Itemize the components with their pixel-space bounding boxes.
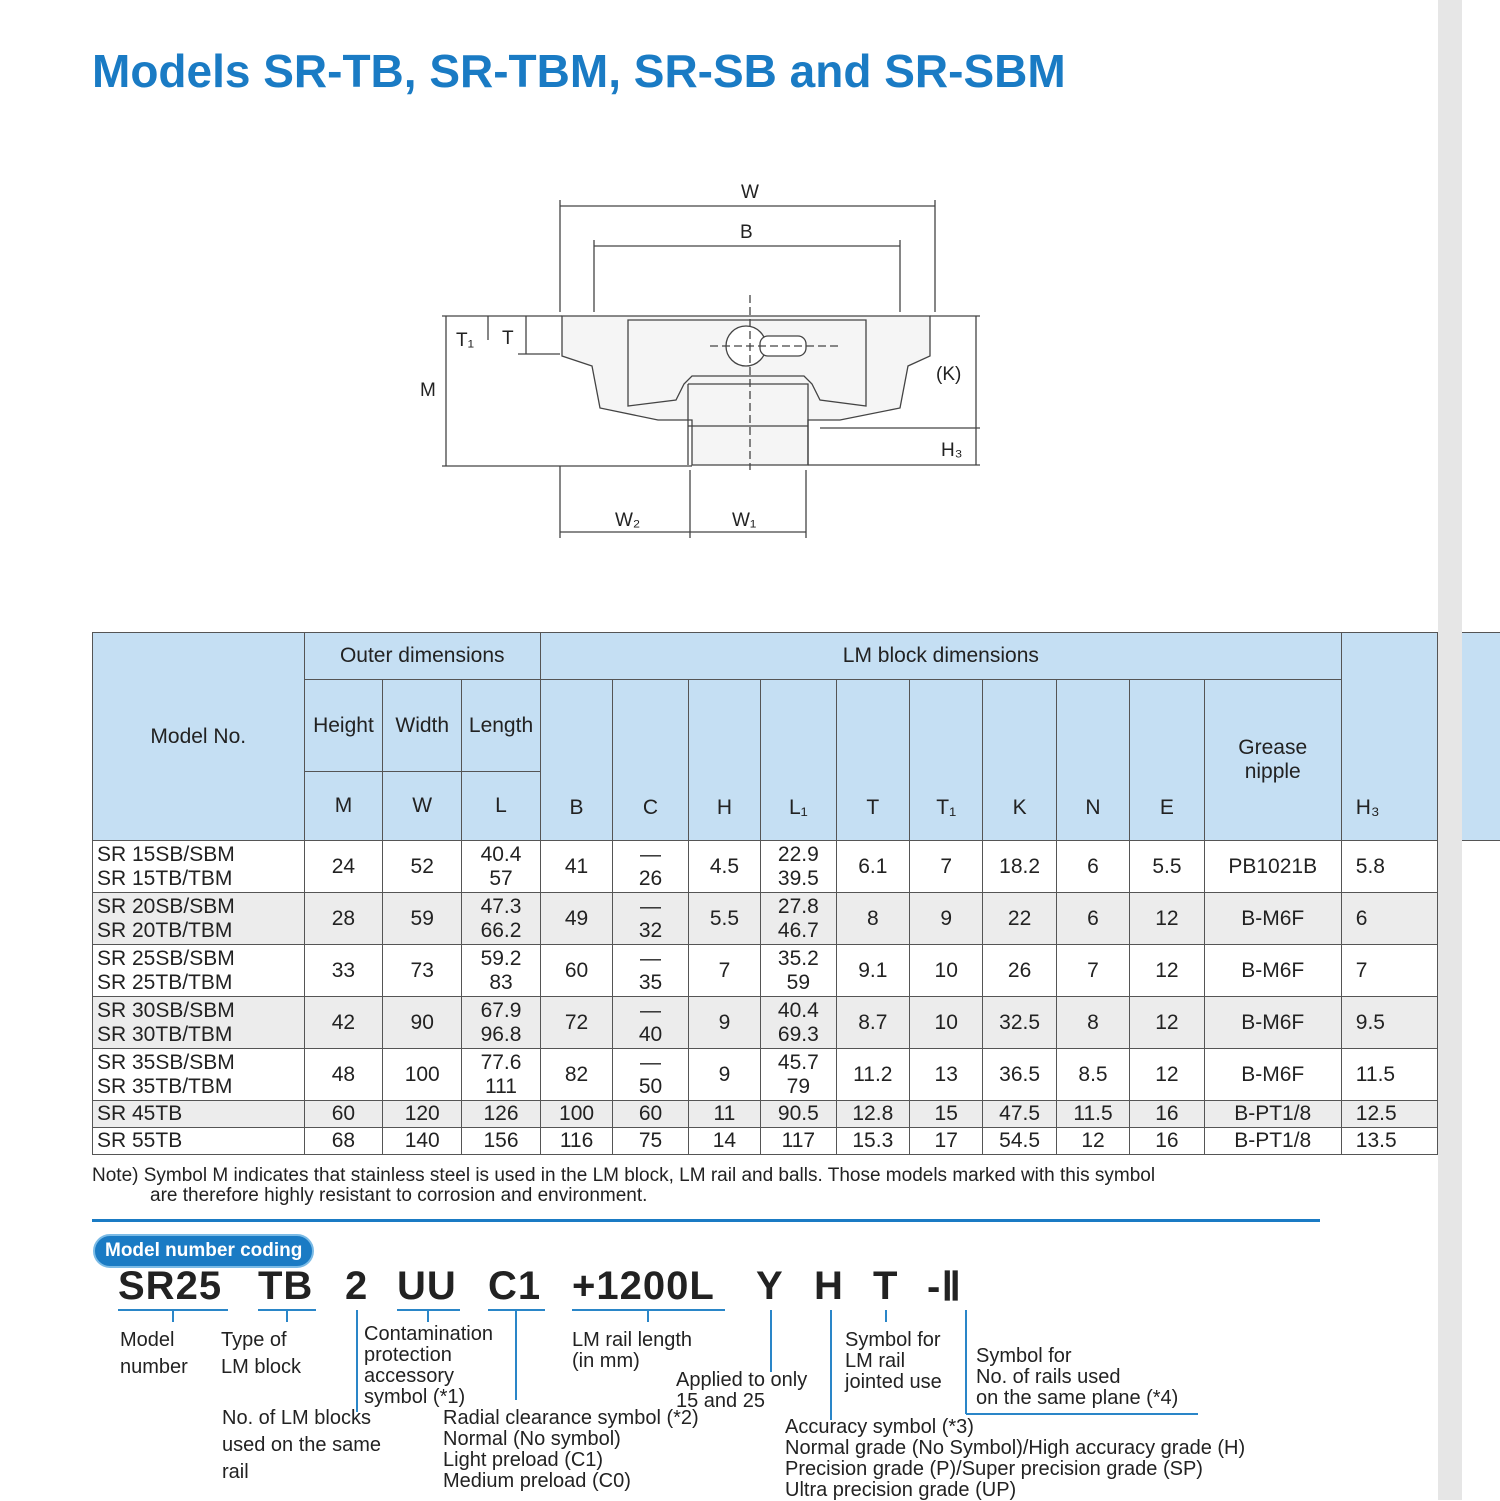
header-k: K [983,680,1056,841]
label-line: accessory [364,1365,455,1387]
cell-model [93,1049,305,1101]
value-line: 35 [638,970,663,994]
code-part-rail-length: +1200L [572,1264,715,1308]
cell-t: 15.3 [836,1128,909,1155]
cell-l: 126 [462,1101,541,1128]
header-h: H [688,680,760,841]
cross-section-diagram [400,170,1020,550]
value-line: 66.2 [480,918,522,942]
header-w: W [383,772,462,841]
model-line: SR 20TB/TBM [97,918,233,942]
cell-h: 9 [688,997,760,1049]
value-line: 46.7 [777,918,819,942]
cell-w: 100 [383,1049,462,1101]
note-line-1: Note) Symbol M indicates that stainless steel is used in the LM block, LM rail and balls. Those models marked with this symbol [92,1165,1156,1186]
dim-label-h3: H₃ [941,440,963,461]
cell-grease: B-PT1/8 [1204,1128,1341,1155]
label-line: Contamination [364,1323,493,1345]
header-length: Length [462,680,541,772]
dim-label-t: T [502,328,514,349]
cell-l1 [761,893,837,945]
cell-model [93,841,305,893]
value-line: 50 [638,1074,663,1098]
code-part-block-type: TB [258,1264,314,1308]
value-line: 26 [638,866,663,890]
cell-n: 6 [1056,841,1129,893]
header-grease-nipple: Grease nipple [1204,680,1341,841]
cell-c [613,945,689,997]
value-line: 83 [489,970,513,994]
label-line: Radial clearance symbol (*2) [443,1407,699,1429]
label-line: used on the same [222,1434,381,1456]
label-line: Normal (No symbol) [443,1428,621,1450]
code-part-rails-count: -Ⅱ [927,1265,963,1309]
table-note [92,1166,1342,1206]
cell-w: 90 [383,997,462,1049]
header-t: T [836,680,909,841]
label-model-number [120,1330,188,1378]
label-line: Precision grade (P)/Super precision grade (SP) [785,1458,1203,1480]
dim-label-w1: W₁ [732,510,757,531]
cell-h3: 13.5 [1341,1128,1437,1155]
value-line: — [639,842,661,866]
cell-w: 140 [383,1128,462,1155]
label-line: LM block [221,1356,302,1378]
value-line: 96.8 [480,1022,522,1046]
model-line: SR 15SB/SBM [97,842,235,866]
label-applied [676,1370,807,1412]
cell-model [93,945,305,997]
label-accuracy [785,1417,1245,1501]
label-line: Light preload (C1) [443,1449,604,1471]
header-height: Height [304,680,383,772]
cell-t1: 13 [910,1049,983,1101]
cell-model: SR 55TB [93,1128,305,1155]
cell-e: 12 [1130,893,1204,945]
cell-k: 36.5 [983,1049,1056,1101]
cell-l [462,841,541,893]
cell-m: 68 [304,1128,383,1155]
dim-label-t1: T₁ [456,330,475,351]
table-row [93,1128,1438,1155]
note-line-2: are therefore highly resistant to corrosion and environment. [150,1185,648,1206]
label-rail-length [572,1330,692,1372]
cell-t: 6.1 [836,841,909,893]
header-t1: T₁ [910,680,983,841]
model-line: SR 30TB/TBM [97,1022,233,1046]
cell-k: 18.2 [983,841,1056,893]
cell-h: 4.5 [688,841,760,893]
label-line: No. of rails used [976,1366,1121,1388]
cell-grease: B-M6F [1204,893,1341,945]
header-h3: H₃ [1341,633,1437,841]
cell-l [462,893,541,945]
cell-m: 42 [304,997,383,1049]
label-line: jointed use [845,1371,942,1393]
value-line: 47.3 [480,894,522,918]
cell-e: 12 [1130,945,1204,997]
cell-w: 73 [383,945,462,997]
cell-grease: B-PT1/8 [1204,1101,1341,1128]
cell-t: 12.8 [836,1101,909,1128]
cell-e: 12 [1130,997,1204,1049]
cell-e: 16 [1130,1128,1204,1155]
cell-h3: 9.5 [1341,997,1437,1049]
cell-l1 [761,1049,837,1101]
label-line: Symbol for [976,1345,1072,1367]
code-part-block-count: 2 [345,1264,369,1308]
cell-w: 120 [383,1101,462,1128]
section-divider [92,1219,1320,1222]
label-line: Normal grade (No Symbol)/High accuracy grade (H) [785,1437,1246,1459]
cell-l1: 117 [761,1128,837,1155]
table-row [93,893,1438,945]
code-part-contamination: UU [397,1264,457,1308]
cell-t: 8.7 [836,997,909,1049]
model-number-coding-badge: Model number coding [93,1234,314,1268]
table-row [93,997,1438,1049]
cell-m: 60 [304,1101,383,1128]
specification-table [92,632,1438,1155]
cell-t: 11.2 [836,1049,909,1101]
value-line: 59 [786,970,811,994]
label-line: (in mm) [572,1350,640,1372]
model-line: SR 25TB/TBM [97,970,233,994]
cell-h: 14 [688,1128,760,1155]
cell-h: 5.5 [688,893,760,945]
label-line: LM rail length [572,1329,693,1351]
cell-c [613,1049,689,1101]
label-line: 15 and 25 [676,1390,765,1412]
cell-l [462,945,541,997]
value-line: 27.8 [777,894,819,918]
cell-n: 8 [1056,997,1129,1049]
cell-l1 [761,945,837,997]
value-line: 39.5 [777,866,819,890]
value-line: — [639,946,661,970]
cell-n: 7 [1056,945,1129,997]
table-edge [1462,632,1500,633]
cell-model [93,997,305,1049]
header-width: Width [383,680,462,772]
cell-l1 [761,841,837,893]
header-b: B [540,680,612,841]
cell-m: 24 [304,841,383,893]
code-part-model: SR25 [118,1264,223,1308]
value-line: — [639,998,661,1022]
header-l1: L₁ [761,680,837,841]
cell-w: 52 [383,841,462,893]
label-line: on the same plane (*4) [976,1387,1179,1409]
cell-c [613,893,689,945]
label-line: Ultra precision grade (UP) [785,1479,1017,1501]
cell-t1: 9 [910,893,983,945]
label-line: Model [120,1329,175,1351]
cell-grease: B-M6F [1204,945,1341,997]
cell-b: 49 [540,893,612,945]
table-right-extension [1462,632,1500,840]
cell-n: 11.5 [1056,1101,1129,1128]
cell-k: 54.5 [983,1128,1056,1155]
model-line: SR 25SB/SBM [97,946,235,970]
model-line: SR 20SB/SBM [97,894,235,918]
model-line: SR 15TB/TBM [97,866,233,890]
value-line: 69.3 [777,1022,819,1046]
cell-m: 48 [304,1049,383,1101]
header-n: N [1056,680,1129,841]
cell-l1 [761,997,837,1049]
label-line: Symbol for [845,1329,941,1351]
cell-c: 60 [613,1101,689,1128]
cell-t1: 17 [910,1128,983,1155]
header-c: C [613,680,689,841]
value-line: 32 [638,918,663,942]
value-line: 57 [489,866,513,890]
value-line: 59.2 [480,946,522,970]
dim-label-k: (K) [936,364,962,385]
cell-k: 26 [983,945,1056,997]
label-line: Medium preload (C0) [443,1470,631,1492]
label-line: symbol (*1) [364,1386,466,1408]
cell-e: 12 [1130,1049,1204,1101]
code-part-t: T [873,1264,899,1308]
cell-l [462,997,541,1049]
table-row [93,1049,1438,1101]
value-line: 77.6 [480,1050,522,1074]
cell-grease: PB1021B [1204,841,1341,893]
cell-b: 72 [540,997,612,1049]
cell-c [613,841,689,893]
cell-k: 47.5 [983,1101,1056,1128]
table-row [93,945,1438,997]
cell-n: 12 [1056,1128,1129,1155]
label-radial-clearance [443,1408,699,1492]
dim-label-w: W [741,182,759,203]
label-line: LM rail [845,1350,906,1372]
header-l: L [462,772,541,841]
cell-c [613,997,689,1049]
cell-m: 33 [304,945,383,997]
cell-e: 16 [1130,1101,1204,1128]
label-line: Accuracy symbol (*3) [785,1416,974,1438]
table-edge [1462,840,1500,841]
cell-t1: 10 [910,997,983,1049]
value-line: 45.7 [777,1050,819,1074]
value-line: — [639,894,661,918]
label-line: No. of LM blocks [222,1407,371,1429]
dim-label-w2: W₂ [615,510,641,531]
value-line: 79 [786,1074,811,1098]
cell-h3: 11.5 [1341,1049,1437,1101]
value-line: 40 [638,1022,663,1046]
value-line: 35.2 [777,946,819,970]
cell-l: 156 [462,1128,541,1155]
cell-b: 100 [540,1101,612,1128]
code-part-clearance: C1 [488,1264,542,1308]
value-line: 40.4 [480,842,522,866]
cell-b: 41 [540,841,612,893]
table-row [93,1101,1438,1128]
cell-c: 75 [613,1128,689,1155]
cell-grease: B-M6F [1204,1049,1341,1101]
cell-t1: 7 [910,841,983,893]
cell-m: 28 [304,893,383,945]
cell-e: 5.5 [1130,841,1204,893]
cell-b: 82 [540,1049,612,1101]
header-outer-dimensions: Outer dimensions [304,633,540,680]
cell-k: 22 [983,893,1056,945]
cell-h3: 12.5 [1341,1101,1437,1128]
cell-h3: 5.8 [1341,841,1437,893]
dim-label-m: M [420,380,436,401]
block-drawing [400,170,1020,550]
label-jointed [845,1330,942,1393]
header-model-no: Model No. [93,633,305,841]
value-line: 111 [485,1074,517,1098]
table-row [93,841,1438,893]
cell-model [93,893,305,945]
cell-t1: 15 [910,1101,983,1128]
cell-h: 11 [688,1101,760,1128]
label-contamination [364,1324,493,1408]
value-line: — [639,1050,661,1074]
page-title: Models SR-TB, SR-TBM, SR-SB and SR-SBM [92,45,1066,97]
header-m: M [304,772,383,841]
value-line: 22.9 [777,842,819,866]
code-part-jointed: H [814,1264,844,1308]
cell-l1: 90.5 [761,1101,837,1128]
cell-l [462,1049,541,1101]
cell-n: 6 [1056,893,1129,945]
cell-h: 9 [688,1049,760,1101]
model-line: SR 30SB/SBM [97,998,235,1022]
cell-w: 59 [383,893,462,945]
cell-h3: 6 [1341,893,1437,945]
label-type-of-block [221,1330,301,1378]
label-line: Type of [221,1329,287,1351]
label-num-rails [976,1346,1178,1409]
header-lm-block-dimensions: LM block dimensions [540,633,1341,680]
label-line: rail [222,1461,249,1483]
code-part-accuracy: Y [756,1264,784,1308]
label-line: Applied to only [676,1369,808,1391]
cell-grease: B-M6F [1204,997,1341,1049]
cell-model: SR 45TB [93,1101,305,1128]
label-line: protection [364,1344,452,1366]
cell-h3: 7 [1341,945,1437,997]
cell-t1: 10 [910,945,983,997]
cell-k: 32.5 [983,997,1056,1049]
model-line: SR 35TB/TBM [97,1074,233,1098]
label-line: number [120,1356,188,1378]
dim-label-b: B [740,222,753,243]
cell-t: 9.1 [836,945,909,997]
cell-t: 8 [836,893,909,945]
value-line: 40.4 [777,998,819,1022]
cell-n: 8.5 [1056,1049,1129,1101]
cell-h: 7 [688,945,760,997]
label-num-blocks [222,1408,381,1483]
scrollbar[interactable] [1438,0,1462,1500]
model-line: SR 35SB/SBM [97,1050,235,1074]
header-e: E [1130,680,1204,841]
cell-b: 60 [540,945,612,997]
cell-b: 116 [540,1128,612,1155]
value-line: 67.9 [480,998,522,1022]
